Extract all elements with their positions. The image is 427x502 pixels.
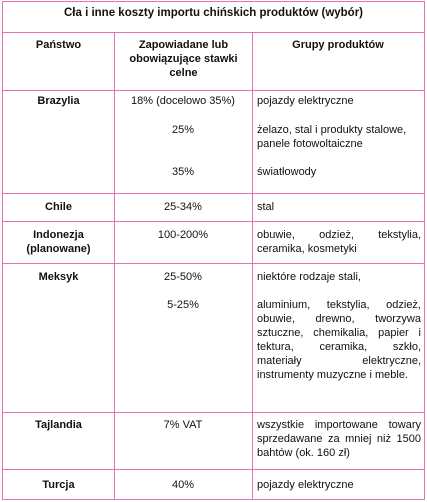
header-rate: Zapowiadane lub obowiązujące stawki celne <box>129 39 238 79</box>
rate-cell: 100-200% <box>157 229 209 241</box>
country-meksyk: Meksyk <box>38 271 79 283</box>
country-chile: Chile <box>45 201 72 213</box>
row-divider <box>3 32 424 33</box>
products-cell: pojazdy elektryczne <box>257 95 354 107</box>
products-cell: aluminium, tekstylia, odzież, obuwie, drewno, tworzywa sztuczne, chemikalia, papier i tektura, ceramika, szkło, materiały elektryczne, instrumenty muzyczne i meble. <box>257 299 421 381</box>
products-cell: stal <box>257 201 275 213</box>
products-cell: pojazdy elektryczne <box>257 479 354 491</box>
country-indonezja: Indonezja (planowane) <box>26 229 91 255</box>
products-cell: niektóre rodzaje stali, <box>257 271 361 283</box>
rate-cell: 40% <box>171 479 195 491</box>
tariff-table <box>2 1 425 500</box>
products-cell: obuwie, odzież, tekstylia, ceramika, kosmetyki <box>257 229 421 255</box>
row-divider <box>3 221 424 222</box>
column-divider <box>252 33 253 499</box>
row-divider <box>3 90 424 91</box>
row-divider <box>3 469 424 470</box>
rate-cell: 18% (docelowo 35%) <box>131 95 235 107</box>
header-products: Grupy produktów <box>292 39 384 51</box>
rate-cell: 25% <box>171 124 195 136</box>
row-divider <box>3 193 424 194</box>
header-country: Państwo <box>35 39 82 51</box>
table-title: Cła i inne koszty importu chińskich produktów (wybór) <box>63 7 364 19</box>
products-cell: żelazo, stal i produkty stalowe, panele fotowoltaiczne <box>257 124 407 150</box>
rate-cell: 25-34% <box>164 201 202 213</box>
row-divider <box>3 263 424 264</box>
country-turcja: Turcja <box>42 479 75 491</box>
rate-cell: 5-25% <box>167 299 199 311</box>
rate-cell: 25-50% <box>164 271 202 283</box>
rate-cell: 35% <box>171 166 195 178</box>
products-cell: światłowody <box>257 166 317 178</box>
country-brazylia: Brazylia <box>37 95 80 107</box>
rate-cell: 7% VAT <box>163 419 203 431</box>
country-tajlandia: Tajlandia <box>35 419 82 431</box>
row-divider <box>3 412 424 413</box>
products-cell: wszystkie importowane towary sprzedawane za mniej niż 1500 bahtów (ok. 160 zł) <box>257 419 421 459</box>
